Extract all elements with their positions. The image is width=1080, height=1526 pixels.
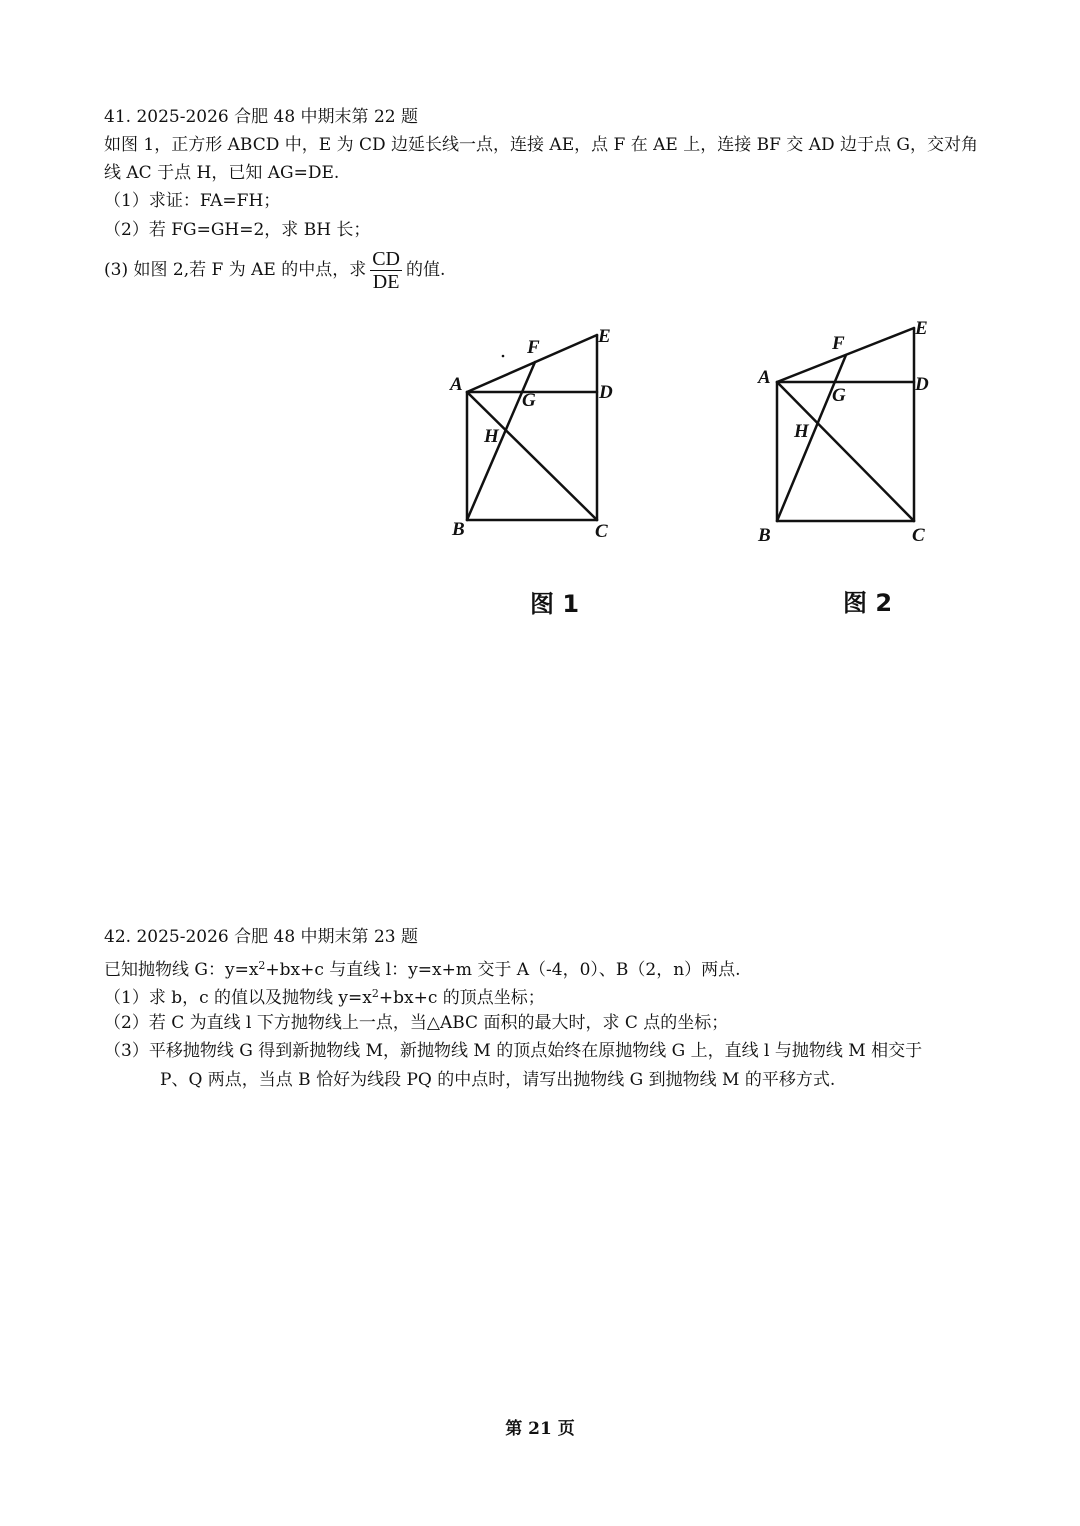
- figure2-caption: 图 2: [843, 589, 893, 617]
- figure2-diagram: [750, 315, 950, 550]
- label-f: F: [832, 333, 845, 354]
- label-a: A: [450, 374, 463, 395]
- label-f: F: [527, 337, 540, 358]
- stem-part-b: +bx+c 与直线 l：y=x+m 交于 A（-4，0）、B（2，n）两点.: [265, 960, 741, 980]
- stray-dot: [502, 355, 505, 358]
- label-e: E: [598, 326, 611, 347]
- problem41-stem-line1: 如图 1，正方形 ABCD 中，E 为 CD 边延长线一点，连接 AE，点 F 在 AE 上，连接 BF 交 AD 边于点 G，交对角: [104, 135, 978, 155]
- line-bf: [467, 362, 535, 520]
- label-c: C: [912, 525, 925, 546]
- diagonal-ac: [467, 392, 597, 520]
- label-b: B: [452, 519, 465, 540]
- fraction-numerator: CD: [372, 248, 401, 270]
- problem41-header: 41. 2025-2026 合肥 48 中期末第 22 题: [104, 107, 418, 127]
- page-number: 第 21 页: [505, 1419, 575, 1439]
- problem41-question2: （2）若 FG=GH=2，求 BH 长；: [104, 220, 371, 240]
- label-a: A: [758, 367, 771, 388]
- problem42-question3-line2: P、Q 两点，当点 B 恰好为线段 PQ 的中点时，请写出抛物线 G 到抛物线 M 的平移方式.: [160, 1070, 836, 1090]
- question1-exponent: 2: [371, 987, 379, 1000]
- question3-prefix: (3) 如图 2,若 F 为 AE 的中点，求: [104, 260, 367, 280]
- line-bf: [777, 355, 846, 521]
- question3-suffix: 的值.: [406, 260, 446, 280]
- problem42-header: 42. 2025-2026 合肥 48 中期末第 23 题: [104, 927, 418, 947]
- label-h: H: [484, 426, 499, 447]
- label-b: B: [758, 525, 771, 546]
- ratio-fraction: [370, 248, 402, 293]
- label-g: G: [832, 385, 846, 406]
- label-d: D: [915, 374, 929, 395]
- problem42-question3-line1: （3）平移抛物线 G 得到新抛物线 M，新抛物线 M 的顶点始终在原抛物线 G 上，直线 l 与抛物线 M 相交于: [104, 1041, 923, 1061]
- fraction-denominator: DE: [372, 271, 400, 293]
- problem41-question3: [104, 248, 445, 293]
- figure1-caption: 图 1: [530, 590, 580, 618]
- problem41-question1: （1）求证：FA=FH；: [104, 191, 281, 211]
- problem42-question2: （2）若 C 为直线 l 下方抛物线上一点，当△ABC 面积的最大时，求 C 点的坐标；: [104, 1013, 729, 1033]
- label-c: C: [595, 521, 608, 542]
- stem-part-a: 已知抛物线 G：y=x: [104, 960, 259, 980]
- figure1-diagram: [440, 320, 630, 550]
- problem42-question1: [104, 983, 545, 1009]
- stem-exponent: 2: [258, 959, 266, 972]
- problem42-stem: [104, 955, 741, 981]
- problem41-stem-line2: 线 AC 于点 H，已知 AG=DE.: [104, 163, 340, 183]
- question1-part-a: （1）求 b，c 的值以及抛物线 y=x: [104, 988, 372, 1008]
- question1-part-b: +bx+c 的顶点坐标；: [378, 988, 545, 1008]
- label-h: H: [794, 421, 809, 442]
- label-g: G: [522, 390, 536, 411]
- label-d: D: [599, 382, 613, 403]
- label-e: E: [915, 318, 928, 339]
